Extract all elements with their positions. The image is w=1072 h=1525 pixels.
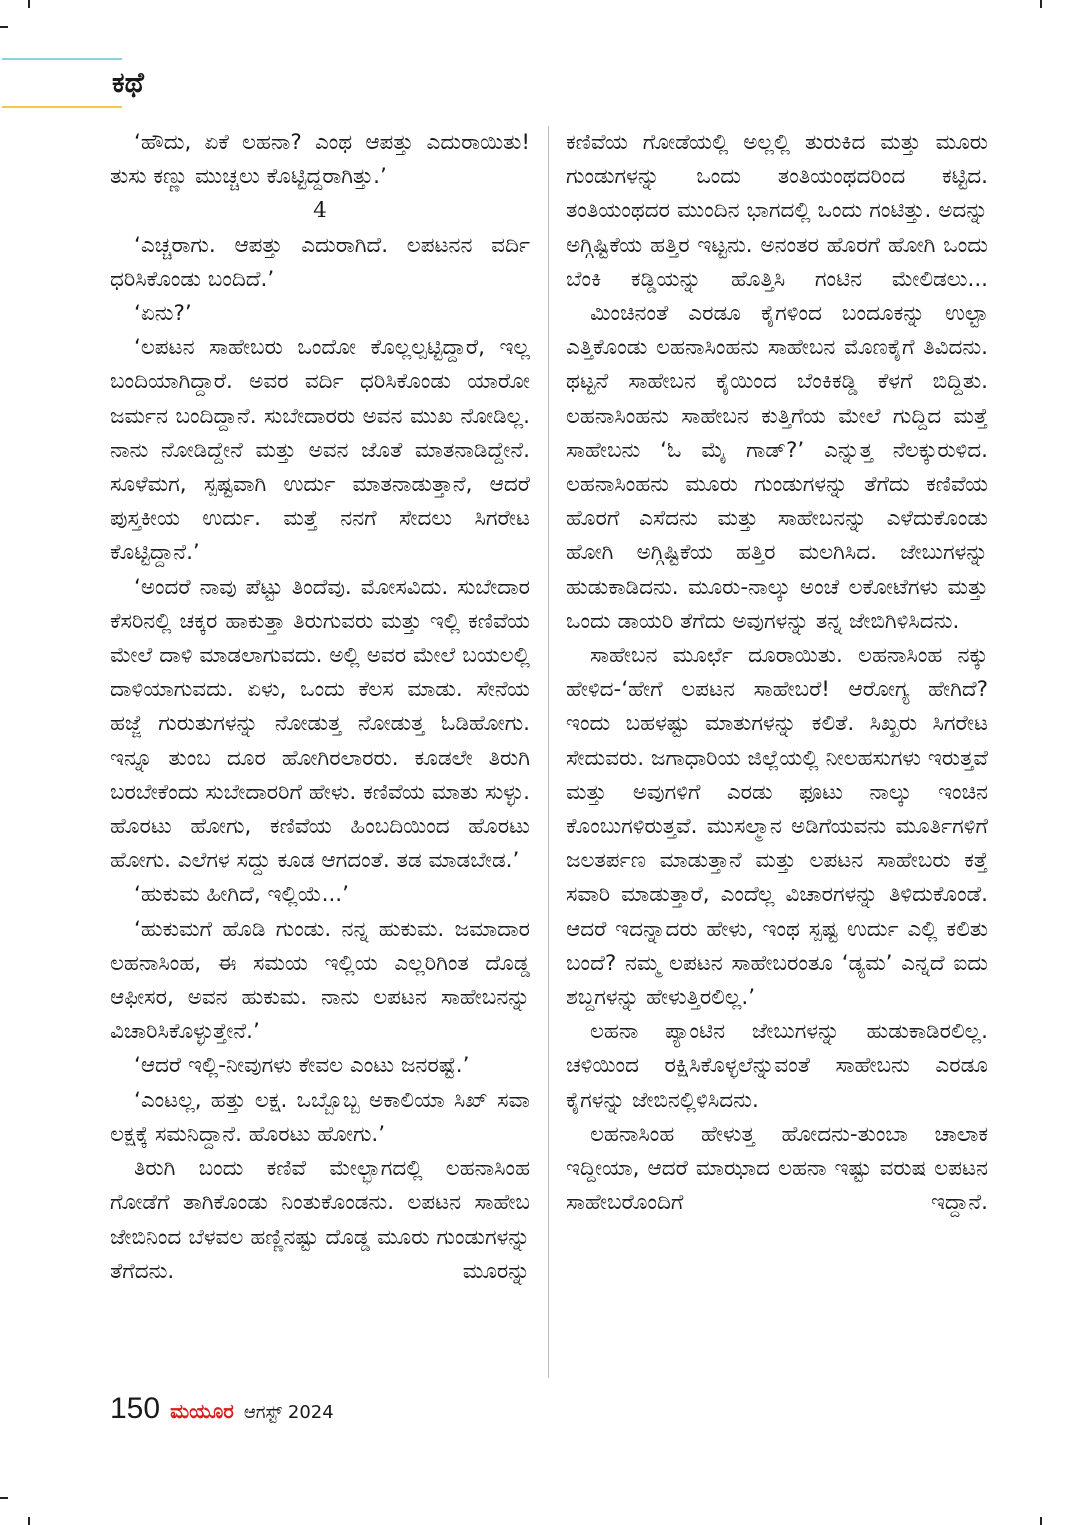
paragraph: ‘ಎಚ್ಚರಾಗು. ಆಪತ್ತು ಎದುರಾಗಿದೆ. ಲಪಟನನ ವರ್ದಿ ಧರಿಸಿಕೊಂಡು ಬಂದಿದೆ.’ (110, 232, 530, 292)
paragraph: ‘ಹುಕುಮಗೆ ಹೊಡಿ ಗುಂಡು. ನನ್ನ ಹುಕುಮ. ಜಮಾದಾರ ಲಹನಾಸಿಂಹ, ಈ ಸಮಯ ಇಲ್ಲಿಯ ಎಲ್ಲರಿಗಿಂತ ದೊಡ್ಡ ಆಫೀಸರ, ಅವನ ಹುಕುಮ. ನಾನು ಲಪಟನ ಸಾಹೇಬನನ್ನು ವಿಚಾರಿಸಿಕೊಳ್ಳುತ್ತೇನೆ.’ (110, 916, 530, 1045)
left-text-column (110, 126, 530, 1289)
issue-date: ಆಗಸ್ಟ್ 2024 (243, 1402, 334, 1423)
crop-mark (28, 0, 30, 8)
paragraph: ‘ಏನು?’ (134, 301, 192, 327)
paragraph: ‘ಹುಕುಮ ಹೀಗಿದೆ, ಇಲ್ಲಿಯೆ...’ (134, 882, 349, 908)
paragraph: ತಿರುಗಿ ಬಂದು ಕಣಿವೆ ಮೇಲ್ಭಾಗದಲ್ಲಿ ಲಹನಾಸಿಂಹ ಗೋಡೆಗೆ ತಾಗಿಕೊಂಡು ನಿಂತುಕೊಂಡನು. ಲಪಟನ ಸಾಹೇಬ ಜೇಬಿನಿಂದ ಬೆಳವಲ ಹಣ್ಣಿನಷ್ಟು ದೊಡ್ಡ ಮೂರು ಗುಂಡುಗಳನ್ನು ತೆಗೆದನು. ಮೂರನ್ನು (110, 1156, 530, 1284)
paragraph: ‘ಆದರೆ ಇಲ್ಲಿ-ನೀವುಗಳು ಕೇವಲ ಎಂಟು ಜನರಷ್ಟೆ.’ (134, 1053, 470, 1079)
paragraph: ಕಣಿವೆಯ ಗೋಡೆಯಲ್ಲಿ ಅಲ್ಲಲ್ಲಿ ತುರುಕಿದ ಮತ್ತು ಮೂರು ಗುಂಡುಗಳನ್ನು ಒಂದು ತಂತಿಯಂಥದರಿಂದ ಕಟ್ಟಿದ. ತಂತಿಯಂಥದರ ಮುಂದಿನ ಭಾಗದಲ್ಲಿ ಒಂದು ಗಂಟಿತ್ತು. ಅದನ್ನು ಅಗ್ಗಿಷ್ಟಿಕೆಯ ಹತ್ತಿರ ಇಟ್ಟನು. ಅನಂತರ ಹೊರಗೆ ಹೋಗಿ ಒಂದು ಬೆಂಕಿ ಕಡ್ಡಿಯನ್ನು ಹೊತ್ತಿಸಿ ಗಂಟಿನ ಮೇಲಿಡಲು... (566, 130, 988, 292)
magazine-logo: ಮಯೂರ (170, 1399, 234, 1423)
paragraph: ಲಹನಾ ಪ್ಯಾಂಟಿನ ಜೇಬುಗಳನ್ನು ಹುಡುಕಾಡಿರಲಿಲ್ಲ. ಚಳಿಯಿಂದ ರಕ್ಷಿಸಿಕೊಳ್ಳಲೆನ್ನುವಂತೆ ಸಾಹೇಬನು ಎರಡೂ ಕೈಗಳನ್ನು ಜೇಬಿನಲ್ಲಿಳಿಸಿದನು. (566, 1019, 988, 1113)
header-rule-top (2, 58, 122, 60)
crop-mark (28, 1517, 30, 1525)
crop-mark (1040, 0, 1042, 8)
paragraph: ಲಹನಾಸಿಂಹ ಹೇಳುತ್ತ ಹೋದನು-ತುಂಬಾ ಚಾಲಾಕ ಇದ್ದೀಯಾ, ಆದರೆ ಮಾಝಾದ ಲಹನಾ ಇಷ್ಟು ವರುಷ ಲಪಟನ ಸಾಹೇಬರೊಂದಿಗೆ ಇದ್ದಾನೆ. (566, 1121, 988, 1216)
paragraph: ಸಾಹೇಬನ ಮೂರ್ಛೆ ದೂರಾಯಿತು. ಲಹನಾಸಿಂಹ ನಕ್ಕು ಹೇಳಿದ-‘ಹೇಗೆ ಲಪಟನ ಸಾಹೇಬರೆ! ಆರೋಗ್ಯ ಹೇಗಿದೆ? ಇಂದು ಬಹಳಷ್ಟು ಮಾತುಗಳನ್ನು ಕಲಿತೆ. ಸಿಖ್ಖರು ಸಿಗರೇಟ ಸೇದುವರು. ಜಗಾಧಾರಿಯ ಜಿಲ್ಲೆಯಲ್ಲಿ ನೀಲಹಸುಗಳು ಇರುತ್ತವೆ ಮತ್ತು ಅವುಗಳಿಗೆ ಎರಡು ಫೂಟು ನಾಲ್ಕು ಇಂಚಿನ ಕೊಂಬುಗಳಿರುತ್ತವೆ. ಮುಸಲ್ಮಾನ ಅಡಿಗೆಯವನು ಮೂರ್ತಿಗಳಿಗೆ ಜಲತರ್ಪಣ ಮಾಡುತ್ತಾನೆ ಮತ್ತು ಲಪಟನ ಸಾಹೇಬರು ಕತ್ತೆ ಸವಾರಿ ಮಾಡುತ್ತಾರೆ, ಎಂದೆಲ್ಲ ವಿಚಾರಗಳನ್ನು ತಿಳಿದುಕೊಂಡೆ. ಆದರೆ ಇದನ್ನಾದರು ಹೇಳು, ಇಂಥ ಸ್ಪಷ್ಟ ಉರ್ದು ಎಲ್ಲಿ ಕಲಿತು ಬಂದೆ? ನಮ್ಮ ಲಪಟನ ಸಾಹೇಬರಂತೂ ‘ಡ್ಯಮ’ ಎನ್ನದೆ ಐದು ಶಬ್ದಗಳನ್ನು ಹೇಳುತ್ತಿರಲಿಲ್ಲ.’ (566, 643, 988, 1011)
right-text-column (566, 126, 988, 1221)
crop-mark (0, 26, 8, 28)
paragraph: ಮಿಂಚಿನಂತೆ ಎರಡೂ ಕೈಗಳಿಂದ ಬಂದೂಕನ್ನು ಉಲ್ಟಾ ಎತ್ತಿಕೊಂಡು ಲಹನಾಸಿಂಹನು ಸಾಹೇಬನ ಮೊಣಕೈಗೆ ತಿವಿದನು. ಥಟ್ಟನೆ ಸಾಹೇಬನ ಕೈಯಿಂದ ಬೆಂಕಿಕಡ್ಡಿ ಕೆಳಗೆ ಬಿದ್ದಿತು. ಲಹನಾಸಿಂಹನು ಸಾಹೇಬನ ಕುತ್ತಿಗೆಯ ಮೇಲೆ ಗುದ್ದಿದ ಮತ್ತೆ ಸಾಹೇಬನು ‘ಓ ಮೈ ಗಾಡ್?’ ಎನ್ನುತ್ತ ನೆಲಕ್ಕುರುಳಿದ. ಲಹನಾಸಿಂಹನು ಮೂರು ಗುಂಡುಗಳನ್ನು ತೆಗೆದು ಕಣಿವೆಯ ಹೊರಗೆ ಎಸೆದನು ಮತ್ತು ಸಾಹೇಬನನ್ನು ಎಳೆದುಕೊಂಡು ಹೋಗಿ ಅಗ್ಗಿಷ್ಟಿಕೆಯ ಹತ್ತಿರ ಮಲಗಿಸಿದ. ಜೇಬುಗಳನ್ನು ಹುಡುಕಾಡಿದನು. ಮೂರು-ನಾಲ್ಕು ಅಂಚೆ ಲಕೋಟೆಗಳು ಮತ್ತು ಒಂದು ಡಾಯರಿ ತೆಗೆದು ಅವುಗಳನ್ನು ತನ್ನ ಜೇಬಿಗಿಳಿಸಿದನು. (566, 301, 988, 634)
paragraph: ‘ಲಪಟನ ಸಾಹೇಬರು ಒಂದೋ ಕೊಲ್ಲಲ್ಪಟ್ಟಿದ್ದಾರೆ, ಇಲ್ಲ ಬಂದಿಯಾಗಿದ್ದಾರೆ. ಅವರ ವರ್ದಿ ಧರಿಸಿಕೊಂಡು ಯಾರೋ ಜರ್ಮನ ಬಂದಿದ್ದಾನೆ. ಸುಬೇದಾರರು ಅವನ ಮುಖ ನೋಡಿಲ್ಲ. ನಾನು ನೋಡಿದ್ದೇನೆ ಮತ್ತು ಅವನ ಜೊತೆ ಮಾತನಾಡಿದ್ದೇನೆ. ಸೂಳೆಮಗ, ಸ್ಪಷ್ಟವಾಗಿ ಉರ್ದು ಮಾತನಾಡುತ್ತಾನೆ, ಆದರೆ ಪುಸ್ತಕೀಯ ಉರ್ದು. ಮತ್ತೆ ನನಗೆ ಸೇದಲು ಸಿಗರೇಟ ಕೊಟ್ಟಿದ್ದಾನೆ.’ (110, 335, 530, 566)
paragraph: ‘ಎಂಟಲ್ಲ, ಹತ್ತು ಲಕ್ಷ. ಒಬ್ಬೊಬ್ಬ ಅಕಾಲಿಯಾ ಸಿಖ್ ಸವಾ ಲಕ್ಷಕ್ಕೆ ಸಮನಿದ್ದಾನೆ. ಹೊರಟು ಹೋಗು.’ (110, 1087, 530, 1147)
page-footer (110, 1392, 334, 1432)
crop-mark (1040, 1517, 1042, 1525)
column-divider (548, 126, 549, 1378)
paragraph: ‘ಹೌದು, ಏಕೆ ಲಹನಾ? ಎಂಥ ಆಪತ್ತು ಎದುರಾಯಿತು! ತುಸು ಕಣ್ಣು ಮುಚ್ಚಲು ಕೊಟ್ಟಿದ್ದರಾಗಿತ್ತು.’ (110, 130, 530, 190)
page-number: 150 (110, 1392, 161, 1425)
paragraph: ‘ಅಂದರೆ ನಾವು ಪೆಟ್ಟು ತಿಂದೆವು. ಮೋಸವಿದು. ಸುಬೇದಾರ ಕೆಸರಿನಲ್ಲಿ ಚಕ್ಕರ ಹಾಕುತ್ತಾ ತಿರುಗುವರು ಮತ್ತು ಇಲ್ಲಿ ಕಣಿವೆಯ ಮೇಲೆ ದಾಳಿ ಮಾಡಲಾಗುವದು. ಅಲ್ಲಿ ಅವರ ಮೇಲೆ ಬಯಲಲ್ಲಿ ದಾಳಿಯಾಗುವದು. ಏಳು, ಒಂದು ಕೆಲಸ ಮಾಡು. ಸೇನೆಯ ಹಜ್ಜೆ ಗುರುತುಗಳನ್ನು ನೋಡುತ್ತ ನೋಡುತ್ತ ಓಡಿಹೋಗು. ಇನ್ನೂ ತುಂಬ ದೂರ ಹೋಗಿರಲಾರರು. ಕೂಡಲೇ ತಿರುಗಿ ಬರಬೇಕೆಂದು ಸುಬೇದಾರರಿಗೆ ಹೇಳು. ಕಣಿವೆಯ ಮಾತು ಸುಳ್ಳು. ಹೊರಟು ಹೋಗು, ಕಣಿವೆಯ ಹಿಂಬದಿಯಿಂದ ಹೊರಟು ಹೋಗು. ಎಲೆಗಳ ಸದ್ದು ಕೂಡ ಆಗದಂತೆ. ತಡ ಮಾಡಬೇಡ.’ (110, 574, 530, 874)
section-title: ಕಥೆ (112, 66, 144, 99)
header-rule-bottom (2, 106, 122, 108)
section-header (2, 58, 144, 108)
paragraph: 4 (313, 198, 327, 224)
crop-mark (0, 1497, 8, 1499)
